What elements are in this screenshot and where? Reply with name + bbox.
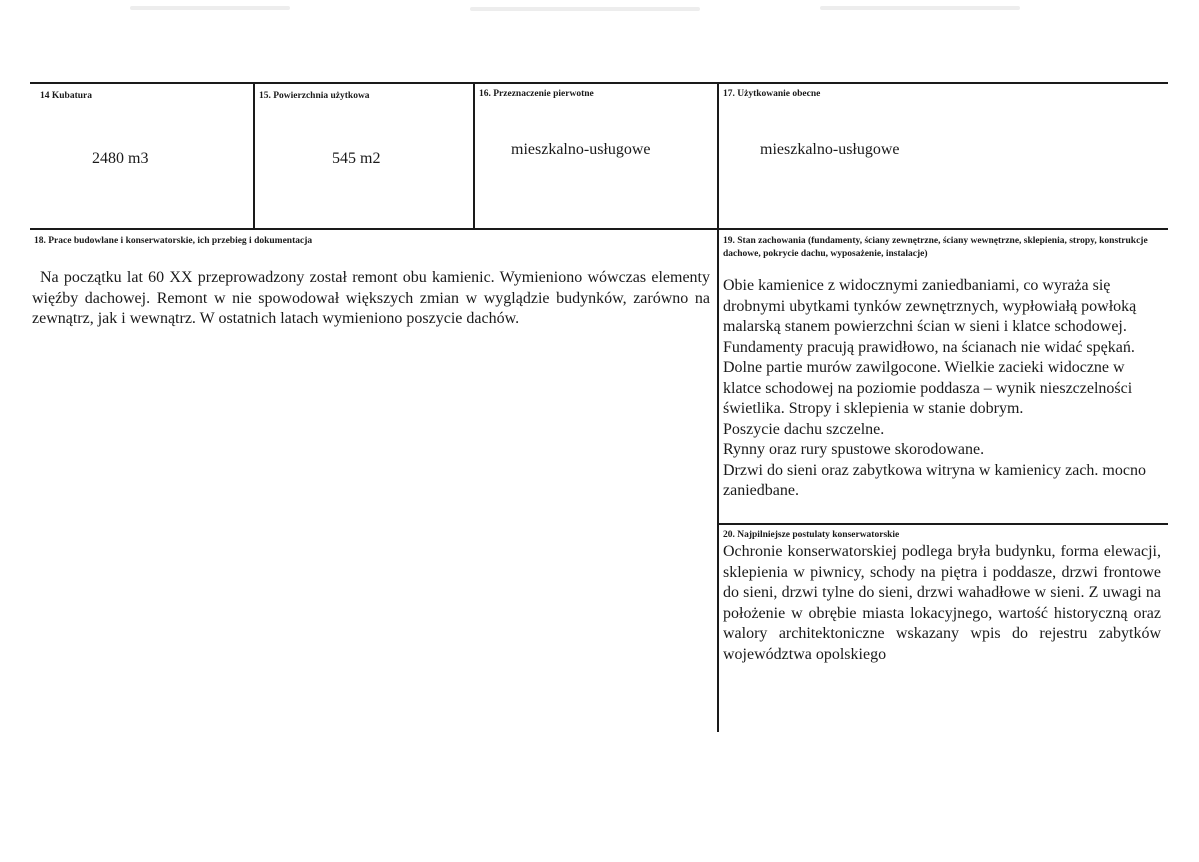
stan-text bbox=[723, 276, 1148, 502]
prace-paragraph: Na początku lat 60 XX przeprowadzony został remont obu kamienic. Wymieniono wówczas elementy więźby dachowej. Remont w nie spowodował większych zmian w wyglądzie budynków, zarówno na zewnątrz, jak i wewnątrz. W ostatnich latach wymieniono poszycie dachów. bbox=[32, 269, 710, 327]
postulaty-paragraph: Ochronie konserwatorskiej podlega bryła budynku, forma elewacji, sklepienia w piwnicy, schody na piętra i poddasze, drzwi frontowe do sieni, drzwi tylne do sieni, drzwi wahadłowe w sieni. Z uwagi na położenie w obrębie miasta lokacyjnego, wartość historyczną oraz walory architektoniczne wskazany wpis do rejestru zabytków województwa opolskiego bbox=[723, 543, 1161, 663]
stan-paragraph: Rynny oraz rury spustowe skorodowane. bbox=[723, 441, 985, 458]
kubatura-label: 14 Kubatura bbox=[40, 91, 92, 101]
stan-paragraph: Drzwi do sieni oraz zabytkowa witryna w kamienicy zach. mocno zaniedbane. bbox=[723, 461, 1146, 499]
table-row-divider bbox=[30, 228, 1168, 230]
przeznaczenie-label: 16. Przeznaczenie pierwotne bbox=[479, 89, 594, 99]
table-divider-right bbox=[718, 523, 1168, 525]
column-divider-2 bbox=[473, 82, 475, 230]
stan-paragraph: Obie kamienice z widocznymi zaniedbaniami, co wyraża się drobnymi ubytkami tynków zewnętrznych, wypłowiałą powłoką malarską stanem powierzchni ścian w sieni i klatce schodowej. bbox=[723, 277, 1137, 335]
scan-artifact bbox=[130, 6, 290, 10]
uzytkowanie-value: mieszkalno-usługowe bbox=[760, 141, 900, 158]
powierzchnia-value: 545 m2 bbox=[332, 150, 381, 167]
scan-artifact bbox=[820, 6, 1020, 10]
stan-paragraph: Fundamenty pracują prawidłowo, na ścianach nie widać spękań. Dolne partie murów zawilgocone. Wielkie zacieki widoczne w klatce schodowej na poziomie poddasza – wynik nieszczelności świetlika. Stropy i sklepienia w stanie dobrym. bbox=[723, 338, 1135, 417]
table-border-top bbox=[30, 82, 1168, 84]
prace-label: 18. Prace budowlane i konserwatorskie, ich przebieg i dokumentacja bbox=[34, 236, 313, 246]
scan-artifact bbox=[470, 7, 700, 11]
przeznaczenie-value: mieszkalno-usługowe bbox=[511, 141, 651, 158]
column-divider-1 bbox=[253, 82, 255, 230]
postulaty-text bbox=[723, 542, 1161, 665]
prace-text bbox=[32, 268, 710, 330]
postulaty-label: 20. Najpilniejsze postulaty konserwatorskie bbox=[723, 530, 900, 540]
powierzchnia-label: 15. Powierzchnia użytkowa bbox=[259, 91, 370, 101]
kubatura-value: 2480 m3 bbox=[92, 150, 149, 167]
column-divider-3 bbox=[717, 82, 719, 732]
stan-paragraph: Poszycie dachu szczelne. bbox=[723, 420, 885, 438]
uzytkowanie-label: 17. Użytkowanie obecne bbox=[723, 89, 821, 99]
stan-label: 19. Stan zachowania (fundamenty, ściany zewnętrzne, ściany wewnętrzne, sklepienia, stropy, konstrukcje dachowe, pokrycie dachu, wyposażenie, instalacje) bbox=[723, 236, 1148, 259]
